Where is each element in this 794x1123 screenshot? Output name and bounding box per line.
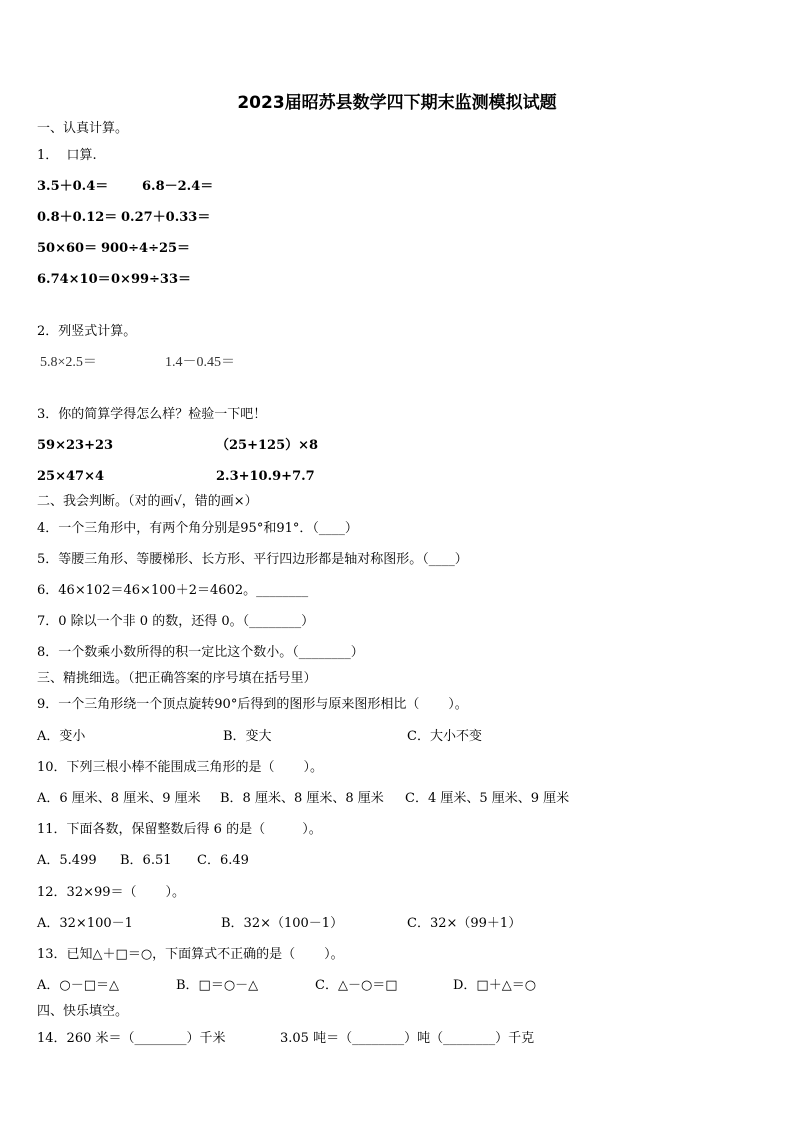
oral-calc-item: 6.8－2.4＝ xyxy=(142,179,214,194)
question-label: 2．列竖式计算。 xyxy=(37,324,137,339)
choice-option: A．32×100－1 xyxy=(37,916,133,931)
oral-calc-item: 0.27＋0.33＝ xyxy=(121,210,211,225)
judge-question: 4．一个三角形中，有两个角分别是95°和91°．（____） xyxy=(37,521,358,536)
choice-option: C．6.49 xyxy=(197,853,249,868)
question-label: 3．你的简算学得怎么样？检验一下吧！ xyxy=(37,407,267,422)
page-title: 2023届昭苏县数学四下期末监测模拟试题 xyxy=(237,93,557,113)
judge-question: 7．0 除以一个非 0 的数，还得 0。（________） xyxy=(37,614,315,629)
oral-calc-item: 0×99÷33＝ xyxy=(111,272,192,287)
section-heading: 三、精挑细选。（把正确答案的序号填在括号里） xyxy=(37,671,317,686)
judge-question: 5．等腰三角形、等腰梯形、长方形、平行四边形都是轴对称图形。（____） xyxy=(37,552,468,567)
oral-calc-item: 900÷4÷25＝ xyxy=(101,241,191,256)
oral-calc-item: 0.8＋0.12＝ xyxy=(37,210,118,225)
choice-option: C．△－○＝□ xyxy=(315,978,398,993)
choice-option: C．32×（99＋1） xyxy=(407,916,522,931)
judge-question: 8．一个数乘小数所得的积一定比这个数小。（________） xyxy=(37,645,364,660)
simplify-item: 59×23+23 xyxy=(37,438,114,453)
choice-option: B．32×（100－1） xyxy=(221,916,344,931)
choice-option: B．8 厘米、8 厘米、8 厘米 xyxy=(220,791,384,806)
simplify-item: 2.3+10.9+7.7 xyxy=(216,469,315,484)
section-heading: 四、快乐填空。 xyxy=(37,1004,129,1019)
fill-question: 14．260 米＝（________）千米 xyxy=(37,1031,226,1046)
fill-question: 3.05 吨＝（________）吨（________）千克 xyxy=(280,1031,535,1046)
choice-option: A．5.499 xyxy=(37,853,97,868)
choice-question: 11．下面各数，保留整数后得 6 的是（ ）。 xyxy=(37,822,322,837)
choice-option: B．变大 xyxy=(223,729,272,744)
question-label: 1． 口算. xyxy=(37,148,97,163)
choice-option: B．□＝○－△ xyxy=(176,978,259,993)
choice-question: 10．下列三根小棒不能围成三角形的是（ ）。 xyxy=(37,760,323,775)
simplify-item: 25×47×4 xyxy=(37,469,105,484)
oral-calc-item: 3.5＋0.4＝ xyxy=(37,179,109,194)
vertical-calc-item: 1.4－0.45＝ xyxy=(165,355,235,370)
choice-question: 12．32×99＝（ ）。 xyxy=(37,885,185,900)
oral-calc-item: 6.74×10＝ xyxy=(37,272,111,287)
judge-question: 6．46×102＝46×100＋2＝4602。________ xyxy=(37,583,309,598)
choice-question: 9．一个三角形绕一个顶点旋转90°后得到的图形与原来图形相比（ ）。 xyxy=(37,697,468,712)
oral-calc-item: 50×60＝ xyxy=(37,241,98,256)
choice-option: B．6.51 xyxy=(120,853,172,868)
section-heading: 一、认真计算。 xyxy=(37,121,129,136)
section-heading: 二、我会判断。（对的画√，错的画×） xyxy=(37,494,258,509)
choice-option: C．4 厘米、5 厘米、9 厘米 xyxy=(405,791,570,806)
simplify-item: （25+125）×8 xyxy=(216,438,319,453)
choice-option: A．○－□＝△ xyxy=(37,978,120,993)
vertical-calc-item: 5.8×2.5＝ xyxy=(40,355,97,370)
choice-question: 13．已知△＋□＝○，下面算式不正确的是（ ）。 xyxy=(37,947,344,962)
choice-option: A．变小 xyxy=(37,729,86,744)
choice-option: C．大小不变 xyxy=(407,729,482,744)
choice-option: D．□＋△＝○ xyxy=(453,978,537,993)
choice-option: A．6 厘米、8 厘米、9 厘米 xyxy=(37,791,201,806)
